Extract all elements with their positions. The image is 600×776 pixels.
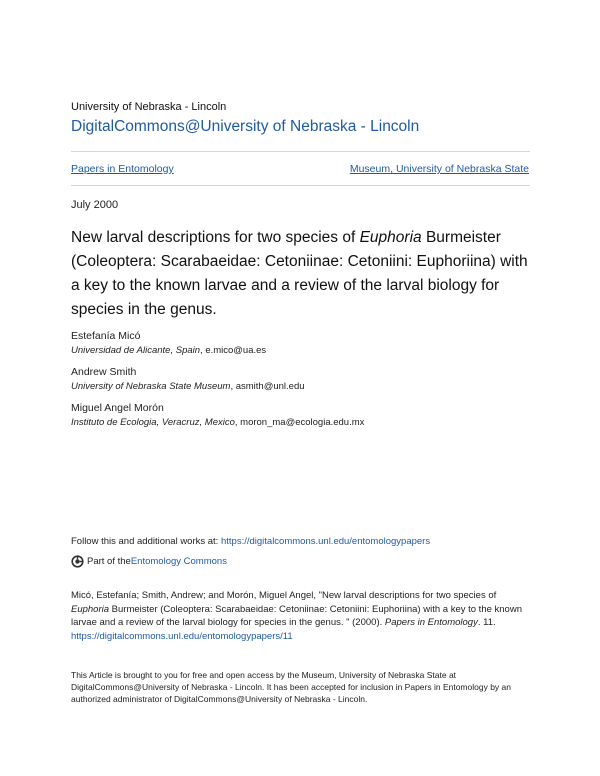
divider [71, 185, 530, 186]
article-title [71, 226, 533, 322]
part-of-prefix: Part of the [87, 556, 131, 567]
author-email: e.mico@ua.es [205, 345, 267, 356]
author-affiliation: Universidad de Alicante, Spain, e.mico@ua.es [71, 345, 267, 356]
affiliation-text: University of Nebraska State Museum [71, 381, 231, 392]
collection-url-link[interactable]: https://digitalcommons.unl.edu/entomologypapers [220, 536, 431, 547]
site-name-link[interactable]: DigitalCommons@University of Nebraska - Lincoln [71, 118, 420, 135]
access-statement: This Article is brought to you for free and open access by the Museum, University of Nebraska State at DigitalCommons@University of Nebraska - Lincoln. It has been accepted for inclusion in Papers in Entomology by an authorized administrator of DigitalCommons@University of Nebraska - Lincoln. [71, 670, 511, 704]
affiliation-text: Instituto de Ecologia, Veracruz, Mexico [71, 417, 235, 428]
author-name: Miguel Angel Morón [71, 402, 164, 414]
part-of-line [71, 555, 227, 568]
author-affiliation: Instituto de Ecologia, Veracruz, Mexico, moron_ma@ecologia.edu.mx [71, 417, 365, 428]
citation-url-link[interactable]: https://digitalcommons.unl.edu/entomologypapers/11 [71, 630, 293, 642]
author-email: moron_ma@ecologia.edu.mx [240, 417, 365, 428]
citation-text: Burmeister (Coleoptera: Scarabaeidae: Cetoniinae: Cetoniini: Euphoriina) with a key to the known larvae and a review of the larval biology for species in the genus. " (2000). [71, 603, 522, 628]
commons-network-icon [71, 555, 84, 568]
follow-line [71, 536, 430, 547]
author-name: Estefanía Micó [71, 330, 141, 342]
title-text-rest: Burmeister (Coleoptera: Scarabaeidae: Cetoniinae: Cetoniini: Euphoriina) with a key to the known larvae and a review of the larval biology for species in the genus. [71, 229, 528, 318]
follow-prefix: Follow this and additional works at: [71, 536, 221, 547]
divider [71, 151, 530, 152]
citation-authors: Micó, Estefanía; Smith, Andrew; and Morón, Miguel Angel, "New larval descriptions for two species of [71, 590, 497, 601]
author-name: Andrew Smith [71, 366, 137, 378]
institution-name: University of Nebraska - Lincoln [71, 101, 227, 113]
entomology-commons-link[interactable]: Entomology Commons [130, 556, 227, 567]
citation-journal: Papers in Entomology [384, 617, 478, 628]
affiliation-text: Universidad de Alicante, Spain [71, 345, 201, 356]
series-link-museum[interactable]: Museum, University of Nebraska State [349, 163, 529, 175]
title-genus: Euphoria [359, 229, 422, 246]
citation [71, 589, 533, 643]
citation-genus: Euphoria [71, 603, 110, 615]
publication-date: July 2000 [71, 199, 119, 211]
author-email: asmith@unl.edu [235, 381, 305, 392]
title-text: New larval descriptions for two species of [71, 229, 360, 246]
citation-number: . 11. [477, 617, 496, 628]
author-affiliation: University of Nebraska State Museum, asmith@unl.edu [71, 381, 305, 392]
series-link-papers[interactable]: Papers in Entomology [71, 163, 174, 175]
